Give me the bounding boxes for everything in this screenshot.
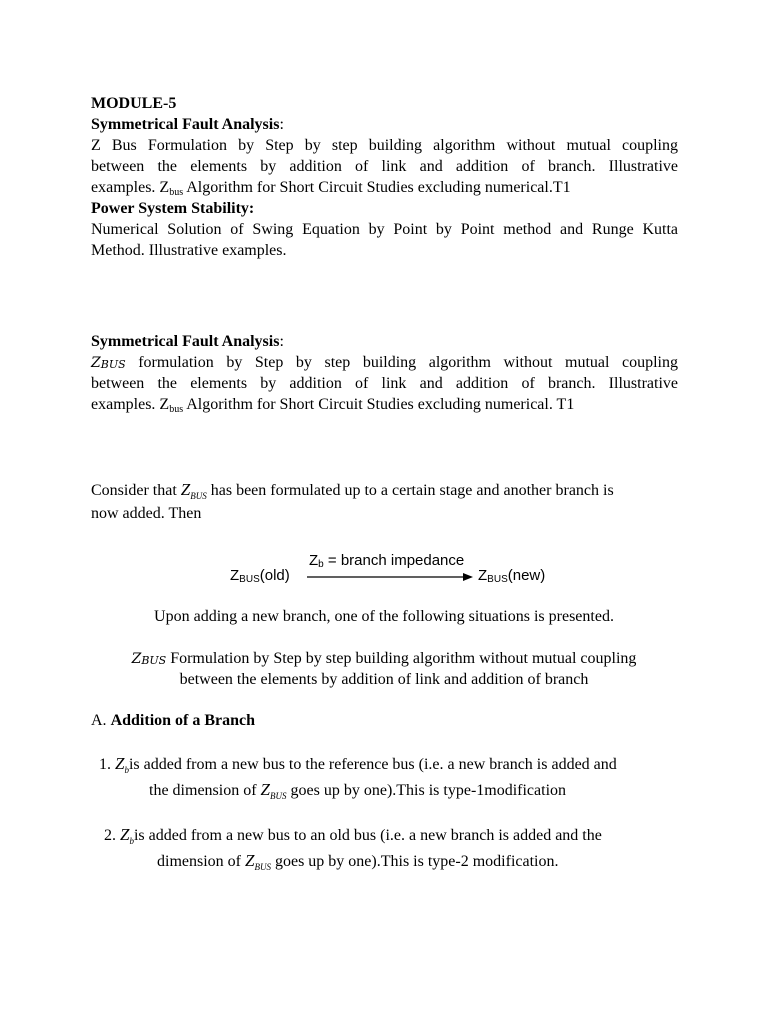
module-pss-line: Method. Illustrative examples. [91, 242, 287, 259]
formulation-line: $Z_{BUS}$ Formulation by Step by step building algorithm without mutual coupling [131, 650, 637, 667]
list-item: 1. $Z_bis$ added from a new bus to the reference bus (i.e. a new branch is added and [99, 754, 617, 775]
consider-line: Consider that $Z_{BUS}$ has been formulated up to a certain stage and another branch is [91, 480, 614, 501]
equation-left: ZBUS(old) [230, 567, 290, 585]
list-item: 2. $Z_bis$ added from a new bus to an old bus (i.e. a new branch is added and the [104, 825, 602, 846]
list-item-cont: the dimension of $Z_{BUS}$ goes up by one).This is type-1modification [149, 780, 567, 801]
section-line: $Z_{BUS}$ formulation by Step by step building algorithm without mutual coupling [91, 354, 678, 371]
equation-arrow [307, 571, 473, 583]
module-pss-line: Numerical Solution of Swing Equation by Point by Point method and Runge Kutta [91, 221, 678, 238]
upon-line: Upon adding a new branch, one of the following situations is presented. [154, 608, 614, 625]
consider-line: now added. Then [91, 505, 202, 522]
equation-right: ZBUS(new) [478, 567, 546, 585]
addition-heading: A. Addition of a Branch [91, 712, 256, 729]
section-line: between the elements by addition of link and addition of branch. Illustrative [91, 375, 678, 392]
module-sfa-line: Z Bus Formulation by Step by step building algorithm without mutual coupling [91, 137, 678, 154]
module-title: MODULE-5 [91, 95, 177, 112]
module-sfa-heading: Symmetrical Fault Analysis: [91, 116, 284, 133]
section-line: examples. $Z_{bus}$ Algorithm for Short Circuit Studies excluding numerical. T1 [91, 396, 575, 415]
list-item-cont: dimension of $Z_{BUS}$ goes up by one).This is type-2 modification. [157, 851, 559, 872]
equation-label: Zb = branch impedance [309, 552, 465, 570]
module-sfa-line: examples. $Z_{bus}$ Algorithm for Short Circuit Studies excluding numerical.T1 [91, 179, 571, 198]
formulation-line: between the elements by addition of link and addition of branch [179, 671, 589, 688]
module-pss-heading: Power System Stability: [91, 200, 255, 217]
module-sfa-line: between the elements by addition of link and addition of branch. Illustrative [91, 158, 678, 175]
section-heading: Symmetrical Fault Analysis: [91, 333, 284, 350]
